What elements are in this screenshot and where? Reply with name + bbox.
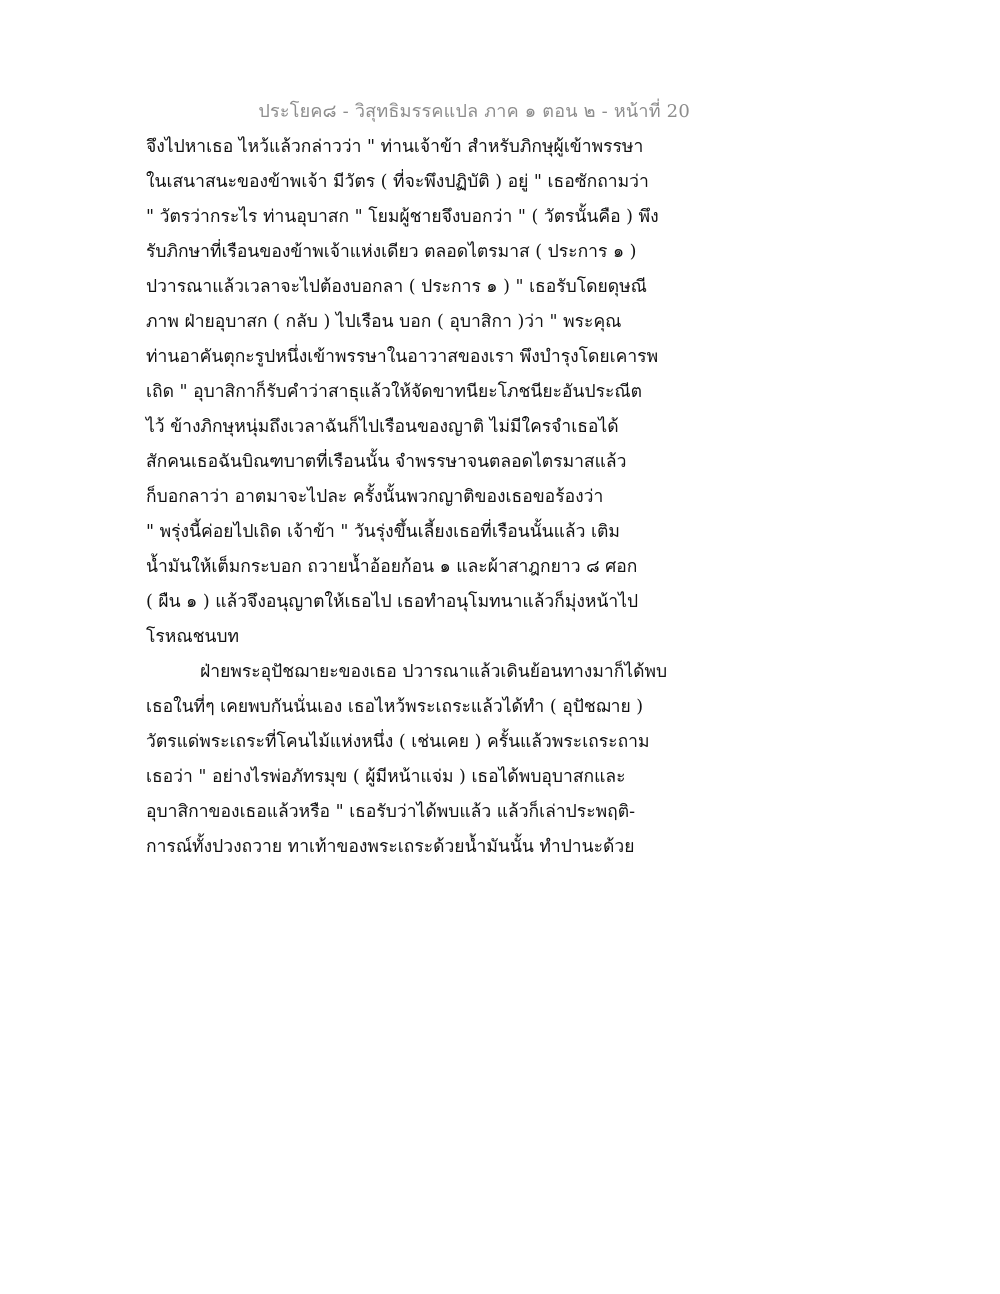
text-line: การณ์ทั้งปวงถวาย ทาเท้าของพระเถระด้วยน้ำมันนั้น ทำปานะด้วย xyxy=(146,837,635,857)
text-line: ท่านอาคันตุกะรูปหนึ่งเข้าพรรษาในอาวาสของเรา พึงบำรุงโดยเคารพ xyxy=(146,347,659,367)
text-line: " พรุ่งนี้ค่อยไปเถิด เจ้าข้า " วันรุ่งขึ้นเลี้ยงเธอที่เรือนนั้นแล้ว เติม xyxy=(146,522,620,542)
text-line: อุบาสิกาของเธอแล้วหรือ " เธอรับว่าได้พบแล้ว แล้วก็เล่าประพฤติ- xyxy=(146,802,636,822)
body-text xyxy=(146,130,666,865)
text-line: สักคนเธอฉันบิณฑบาตที่เรือนนั้น จำพรรษาจนตลอดไตรมาสแล้ว xyxy=(146,452,627,472)
text-line: ( ผืน ๑ ) แล้วจึงอนุญาตให้เธอไป เธอทำอนุโมทนาแล้วก็มุ่งหน้าไป xyxy=(146,592,639,612)
text-line: รับภิกษาที่เรือนของข้าพเจ้าแห่งเดียว ตลอดไตรมาส ( ประการ ๑ ) xyxy=(146,242,637,262)
text-line: น้ำมันให้เต็มกระบอก ถวายน้ำอ้อยก้อน ๑ และผ้าสาฎกยาว ๘ ศอก xyxy=(146,557,638,577)
text-line: เถิด " อุบาสิกาก็รับคำว่าสาธุแล้วให้จัดขาทนียะโภชนียะอันประณีต xyxy=(146,382,643,402)
text-line: ก็บอกลาว่า อาตมาจะไปละ ครั้งนั้นพวกญาติของเธอขอร้องว่า xyxy=(146,487,604,507)
text-line: เธอว่า " อย่างไรพ่อภัทรมุข ( ผู้มีหน้าแจ่ม ) เธอได้พบอุบาสกและ xyxy=(146,767,626,787)
text-line: ปวารณาแล้วเวลาจะไปต้องบอกลา ( ประการ ๑ ) " เธอรับโดยดุษณี xyxy=(146,277,647,297)
text-line: วัตรแด่พระเถระที่โคนไม้แห่งหนึ่ง ( เช่นเคย ) ครั้นแล้วพระเถระถาม xyxy=(146,732,650,752)
text-line: ในเสนาสนะของข้าพเจ้า มีวัตร ( ที่จะพึงปฏิบัติ ) อยู่ " เธอซักถามว่า xyxy=(146,172,649,192)
running-header: ประโยค๘ - วิสุทธิมรรคแปล ภาค ๑ ตอน ๒ - หน้าที่ 20 xyxy=(258,101,690,122)
text-line: จึงไปหาเธอ ไหว้แล้วกล่าวว่า " ท่านเจ้าข้า สำหรับภิกษุผู้เข้าพรรษา xyxy=(146,137,644,157)
text-line: ไว้ ข้างภิกษุหนุ่มถึงเวลาฉันก็ไปเรือนของญาติ ไม่มีใครจำเธอได้ xyxy=(146,417,619,437)
text-line: ภาพ ฝ่ายอุบาสก ( กลับ ) ไปเรือน บอก ( อุบาสิกา )ว่า " พระคุณ xyxy=(146,312,622,332)
text-line: " วัตรว่ากระไร ท่านอุบาสก " โยมผู้ชายจึงบอกว่า " ( วัตรนั้นคือ ) พึง xyxy=(146,207,659,227)
text-line: โรหณชนบท xyxy=(146,627,240,647)
paragraph-first-line: ฝ่ายพระอุปัชฌายะของเธอ ปวารณาแล้วเดินย้อนทางมาก็ได้พบ xyxy=(200,662,668,682)
text-line: เธอในที่ๆ เคยพบกันนั่นเอง เธอไหว้พระเถระแล้วได้ทำ ( อุปัชฌาย ) xyxy=(146,697,644,717)
